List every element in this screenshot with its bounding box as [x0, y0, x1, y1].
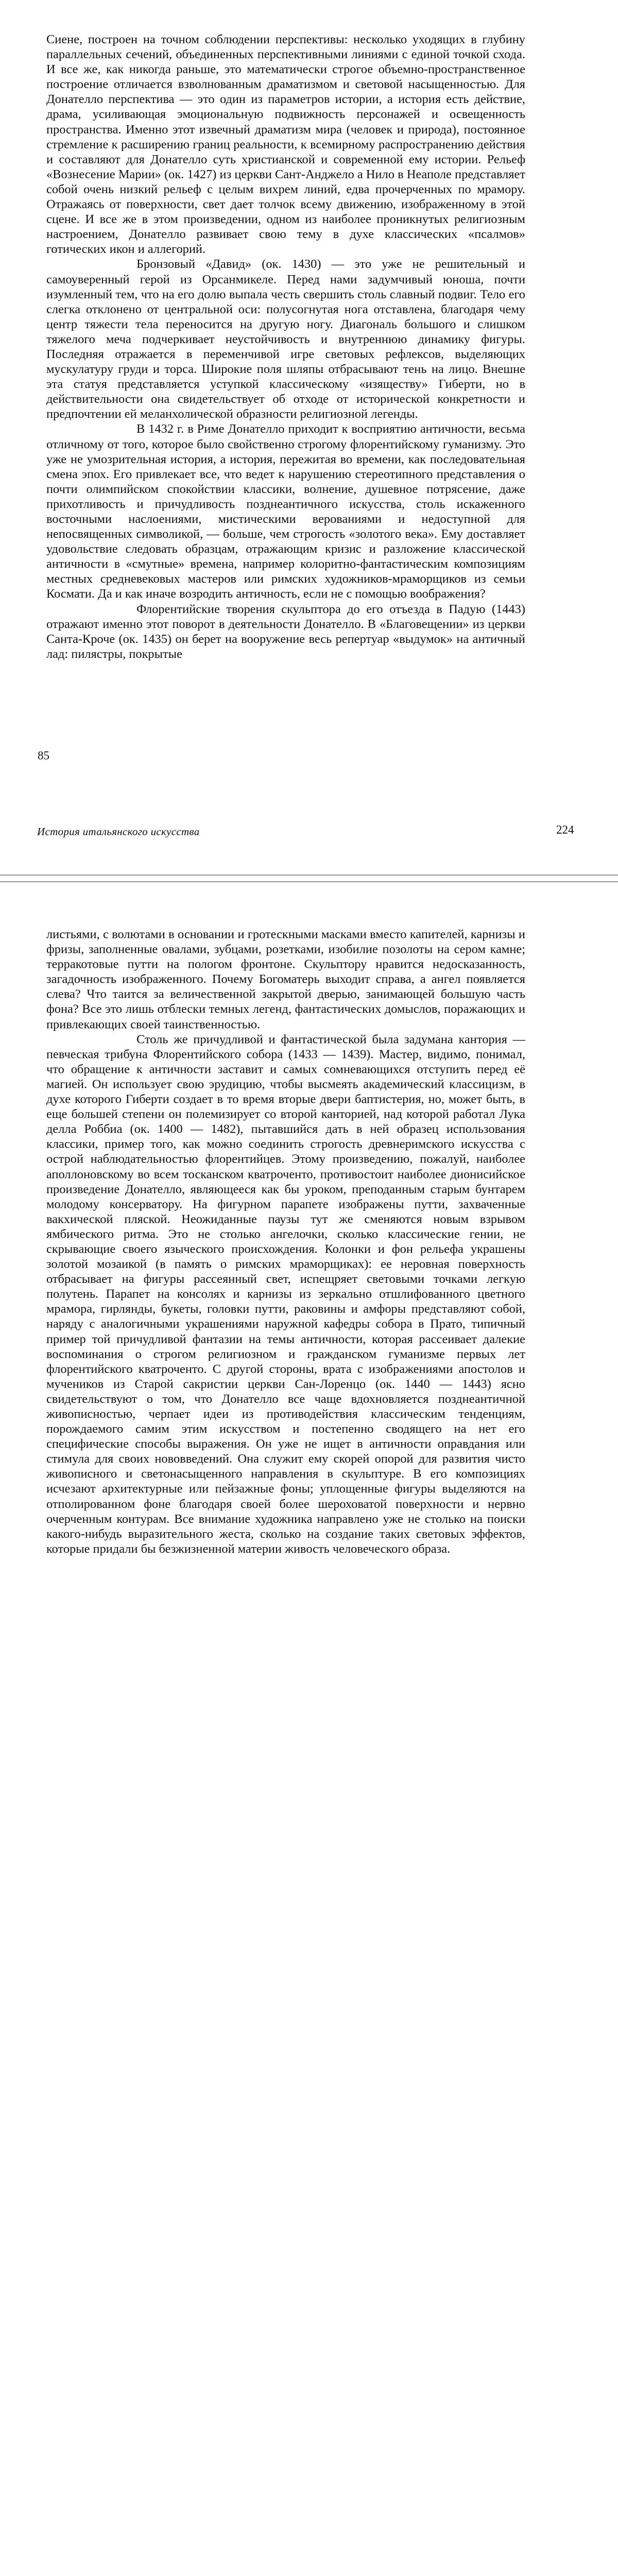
page-number: 224 — [556, 823, 574, 836]
paragraph: Бронзовый «Давид» (ок. 1430) — это уже не решительный и самоуверенный герой из Орсанмикеле. Перед нами задумчивый юноша, почти изумленный тем, что на его долю выпала честь свершить столь славный подвиг. Тело его слегка отклонено от центральной оси: полусогнутая нога отставлена, благодаря чему центр тяжести тела переносится на другую ногу. Диагональ большого и слишком тяжелого меча подчеркивает неустойчивость и внутреннюю динамику фигуры. Последняя отражается в переменчивой игре световых рефлексов, выделяющих мускулатуру груди и торса. Широкие поля шляпы отбрасывают тень на лицо. Внешне эта статуя представляется уступкой классическому «изяществу» Гиберти, но в действительности она свидетельствует об отходе от исторической конкретности и предпочтении ей меланхолической образности религиозной легенды. — [46, 257, 525, 421]
paragraph: Столь же причудливой и фантастической была задумана кантория — певческая трибуна Флорентийского собора (1433 — 1439). Мастер, видимо, понимал, что обращение к античности заставит и самых сомневающихся отступить перед её магией. Он использует свою эрудицию, чтобы высмеять академический классицизм, в духе которого Гиберти создает в то время вторые двери баптистерия, но, может быть, в еще большей степени он полемизирует со второй канторией, над которой работал Лука делла Роббиа (ок. 1400 — 1482), пытавшийся дать в ней образец использования классики, пример того, как можно соединить строгость древнеримского искусства с острой наблюдательностью флорентийцев. Этому произведению, пожалуй, наиболее аполлоновскому во всем тосканском кватроченто, противостоит наиболее дионисийское произведение Донателло, являющееся как бы уроком, преподанным старым бунтарем молодому консерватору. На фигурном парапете изображены путти, захваченные вакхической пляской. Неожиданные паузы тут же сменяются новым взрывом ямбического ритма. Это не столько ангелочки, сколько классические гении, не скрывающие своего языческого происхождения. Колонки и фон рельефа украшены золотой мозаикой (в память о римских мраморщиках): ее неровная поверхность отбрасывает на фигуры рассеянный свет, испещряет световыми точками легкую полутень. Парапет на консолях и карнизы из зеркально отшлифованного цветного мрамора, гирлянды, букеты, головки путти, раковины и амфоры представляют собой, наряду с аналогичными украшениями наружной кафедры собора в Прато, типичный пример той причудливой фантазии на темы античности, которая рассеивает далекие воспоминания о строгом религиозном и гражданском гуманизме первых лет флорентийского кватроченто. С другой стороны, врата с изображениями апостолов и мучеников из Старой сакристии церкви Сан-Лоренцо (ок. 1440 — 1443) ясно свидетельствуют о том, что Донателло все чаще вдохновляется позднеантичной живописностью, черпает идеи из противодействия классическим тенденциям, порождаемого самим этим искусством и постепенно сводящего на нет его специфические способы выражения. Он уже не ищет в античности оправдания или стимула для своих нововведений. Она служит ему скорей опорой для развития чисто живописного и светонасыщенного направления в скульптуре. В его композициях исчезают архитектурные или пейзажные фоны; уплощенные фигуры выделяются на отполированном фоне благодаря своей более шероховатой поверхности и нервно очерченным контурам. Все внимание художника направлено уже не столько на поиски какого-нибудь выразительного жеста, сколько на создание таких световых эффектов, которые придали бы безжизненной материи живость человеческого образа. — [46, 1032, 525, 1556]
paragraph: Флорентийские творения скульптора до его отъезда в Падую (1443) отражают именно этот поворот в деятельности Донателло. В «Благовещении» из церкви Санта-Кроче (ок. 1435) он берет на вооружение весь репертуар «выдумок» на античный лад: пилястры, покрытые — [46, 602, 525, 661]
paragraph: листьями, с волютами в основании и гротескными масками вместо капителей, карнизы и фризы, заполненные овалами, зубцами, розетками, изобилие позолоты на сером камне; терракотовые путти на пологом фронтоне. Скульптору нравится недосказанность, загадочность изображенного. Почему Богоматерь выходит справа, а ангел появляется слева? Что таится за величественной закрытой дверью, занимающей большую часть фона? Все это лишь отблески темных легенд, фантастических домыслов, поражающих и привлекающих своей таинственностью. — [46, 927, 525, 1031]
body-text — [46, 927, 525, 1556]
page-224 — [0, 0, 618, 875]
running-footer-title: История итальянского искусства — [37, 825, 200, 838]
body-text — [46, 32, 525, 662]
paragraph: В 1432 г. в Риме Донателло приходит к восприятию античности, весьма отличному от того, которое было свойственно строгому флорентийскому гуманизму. Это уже не умозрительная история, а история, пережитая во времени, как последовательная смена эпох. Его привлекает все, что ведет к нарушению стереотипного представления о почти олимпийском спокойствии классики, волнение, душевное потрясение, даже прихотливость и причудливость позднеантичного искусства, столь искаженного восточными наслоениями, мистическими верованиями и недоступной для непосвященных символикой, — больше, чем строгость «золотого века». Ему доставляет удовольствие следовать образцам, отражающим кризис и разложение классической античности в «смутные» времена, например колоритно-фантастическим композициям местных средневековых мастеров или римских художников-мраморщиков из семьи Космати. Да и как иначе возродить античность, если не с помощью воображения? — [46, 422, 525, 601]
margin-note: 85 — [38, 749, 49, 762]
page-separator — [0, 875, 618, 882]
page-225 — [0, 882, 618, 1787]
paragraph: Сиене, построен на точном соблюдении перспективы: несколько уходящих в глубину параллельных сечений, объединенных перспективными линиями с единой точкой схода. И все же, как никогда раньше, это математически строгое объемно-пространственное построение отличается взволнованным драматизмом и световой насыщенностью. Для Донателло перспектива — это один из параметров истории, а история есть действие, драма, усиливающая эмоциональную подвижность персонажей и освещенность пространства. Именно этот извечный драматизм мира (человек и природа), постоянное стремление к расширению границ реальности, к всемирному распространению действия и составляют для Донателло суть христианской и современной ему истории. Рельеф «Вознесение Марии» (ок. 1427) из церкви Сант-Анджело а Нило в Неаполе представляет собой очень низкий рельеф с целым вихрем линий, едва прочерченных по мрамору. Отражаясь от поверхности, свет дает толчок всему движению, изображенному в этой сцене. И все же в этом произведении, одном из наиболее проникнутых религиозным настроением, Донателло развивает свою тему в духе классических «псалмов» готических икон и аллегорий. — [46, 32, 525, 257]
